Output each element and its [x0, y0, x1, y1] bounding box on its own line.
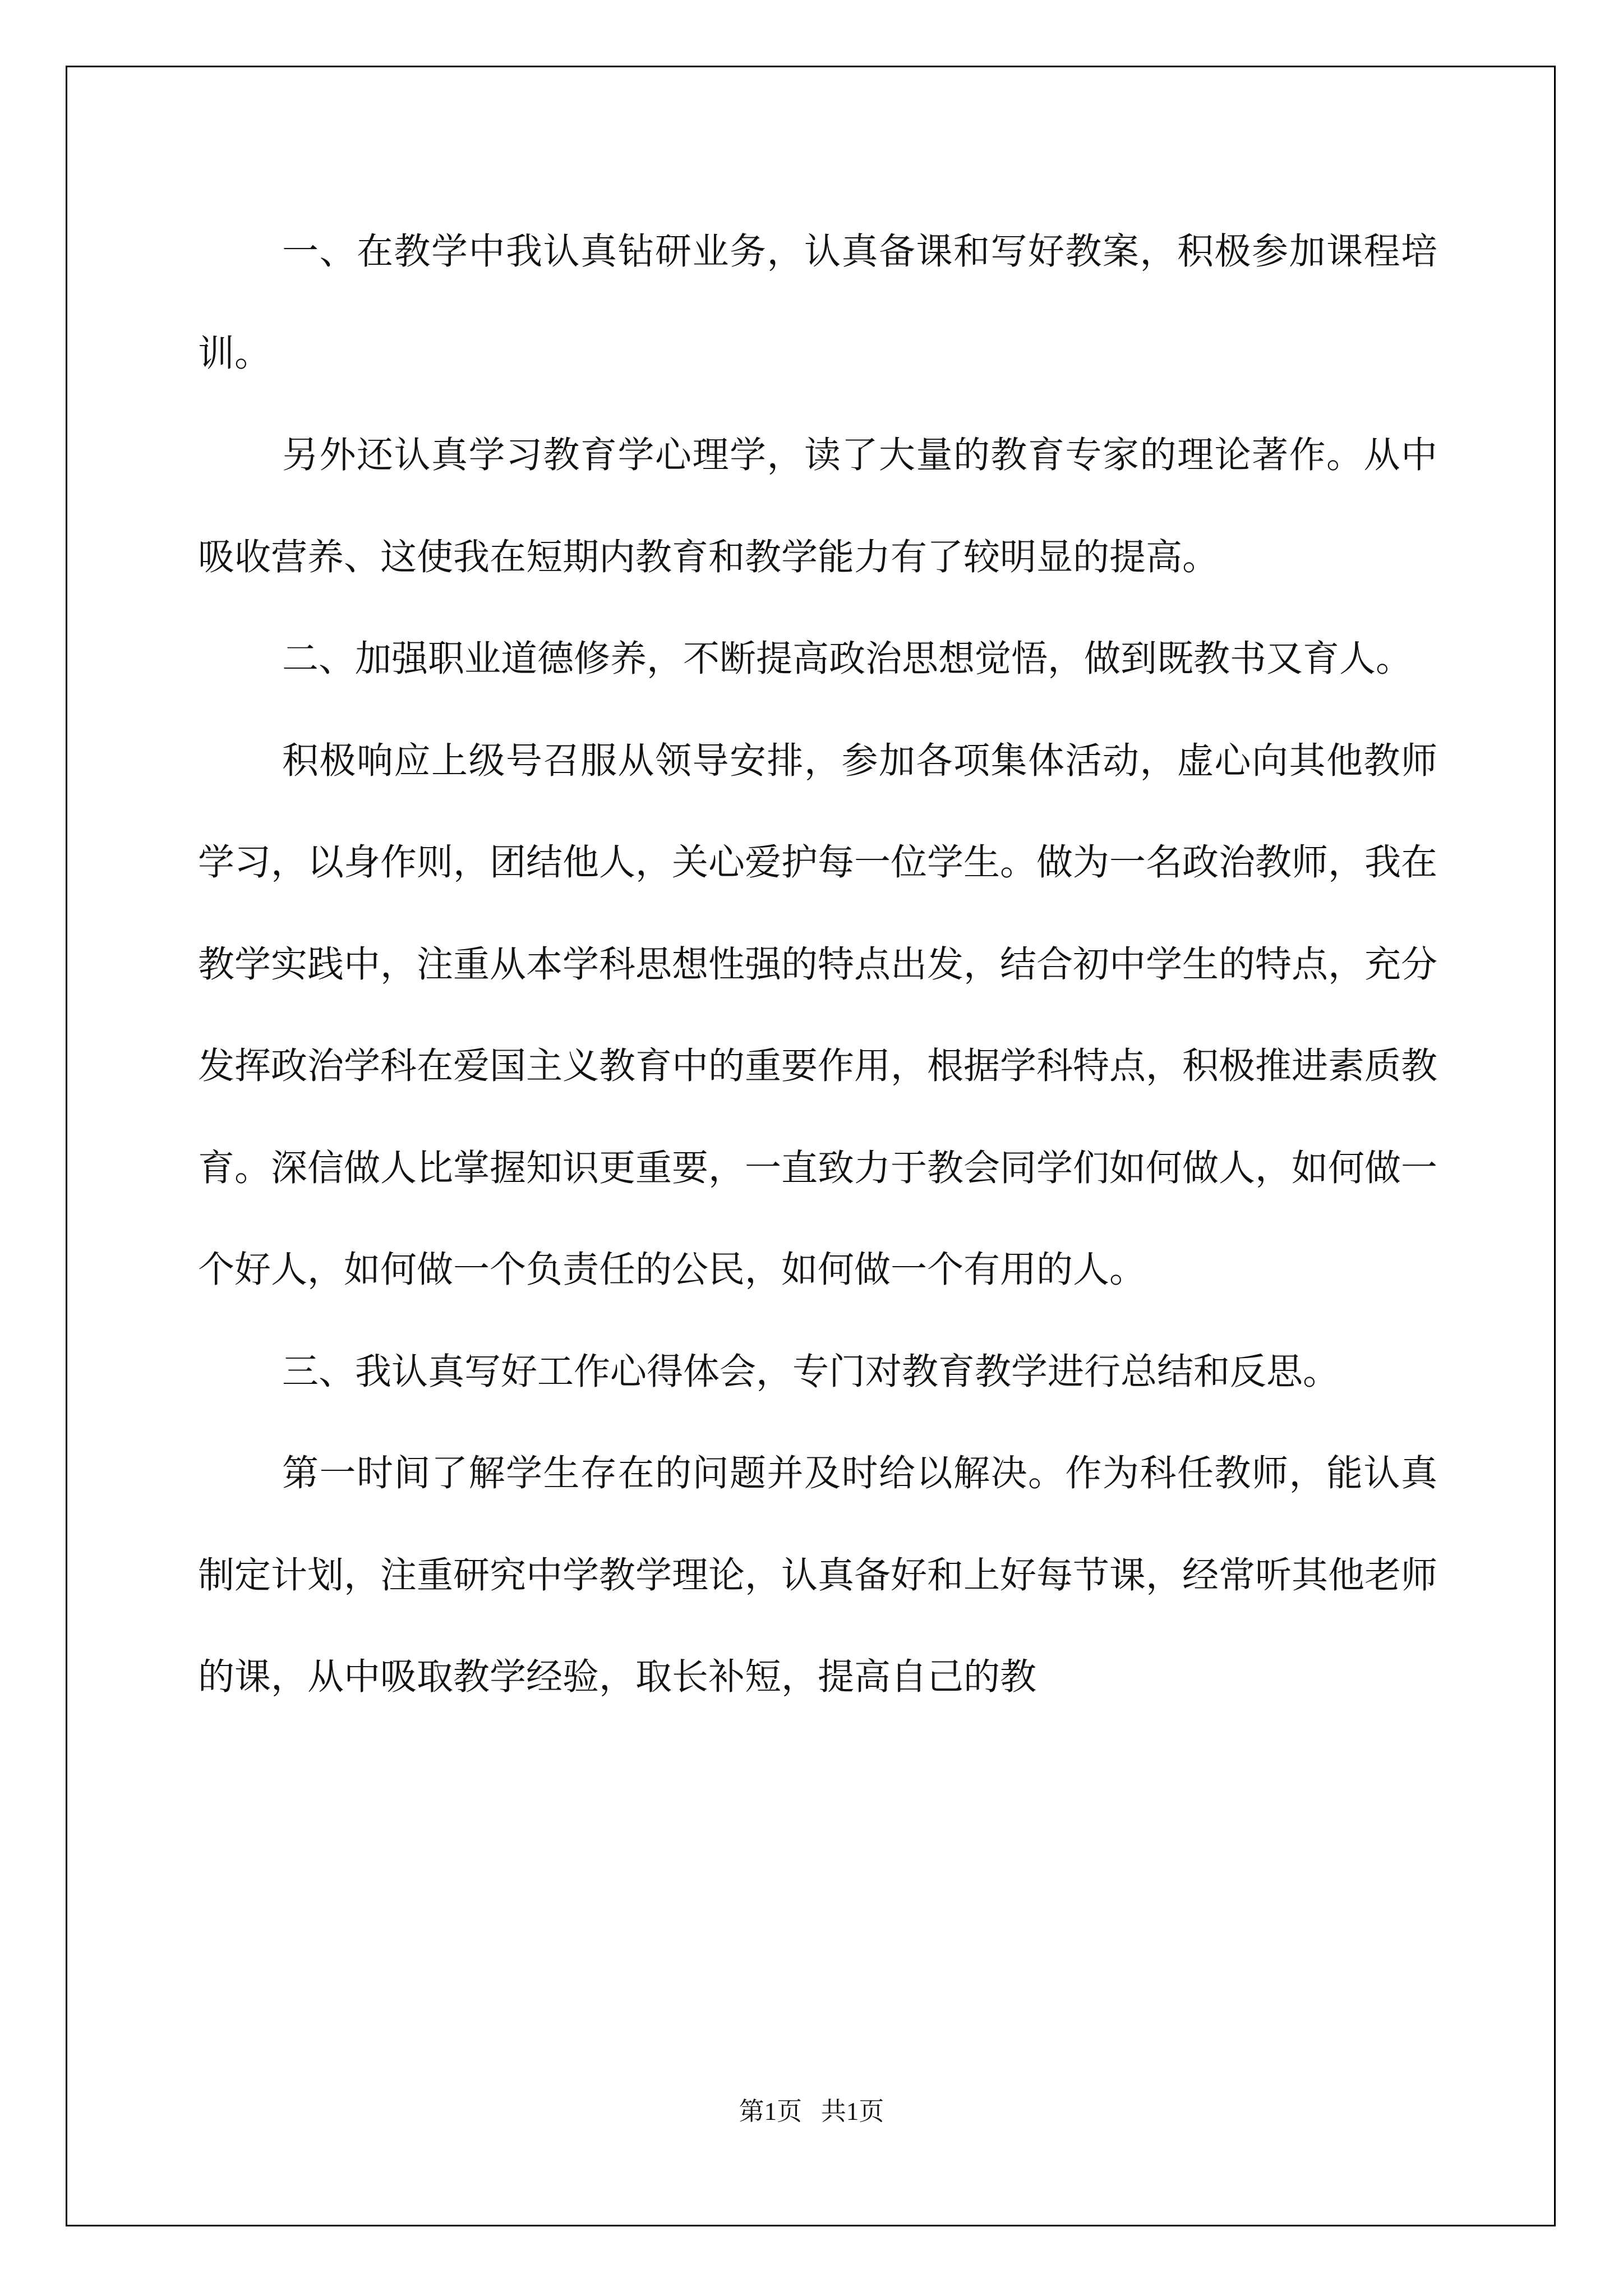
paragraph-2: 另外还认真学习教育学心理学，读了大量的教育专家的理论著作。从中吸收营养、这使我在短期内教育和教学能力有了较明显的提高。 — [198, 434, 1437, 578]
paragraph-4: 积极响应上级号召服从领导安排，参加各项集体活动，虚心向其他教师学习，以身作则，团结他人，关心爱护每一位学生。做为一名政治教师，我在教学实践中，注重从本学科思想性强的特点出发，结合初中学生的特点，充分发挥政治学科在爱国主义教育中的重要作用，根据学科特点，积极推进素质教育。深信做人比掌握知识更重要，一直致力于教会同学们如何做人，如何做一个好人，如何做一个负责任的公民，如何做一个有用的人。 — [198, 739, 1438, 1291]
paragraph-1: 一、在教学中我认真钻研业务，认真备课和写好教案，积极参加课程培训。 — [198, 231, 1437, 375]
paragraph-5: 三、我认真写好工作心得体会，专门对教育教学进行总结和反思。 — [282, 1350, 1340, 1393]
paragraph-3: 二、加强职业道德修养，不断提高政治思想觉悟，做到既教书又育人。 — [282, 638, 1413, 680]
page-footer: 第1页 共1页 — [739, 2097, 884, 2125]
document-body — [198, 201, 1437, 1728]
paragraph-6: 第一时间了解学生存在的问题并及时给以解决。作为科任教师，能认真制定计划，注重研究中学教学理论，认真备好和上好每节课，经常听其他老师的课，从中吸取教学经验，取长补短，提高自己的教 — [198, 1452, 1438, 1698]
